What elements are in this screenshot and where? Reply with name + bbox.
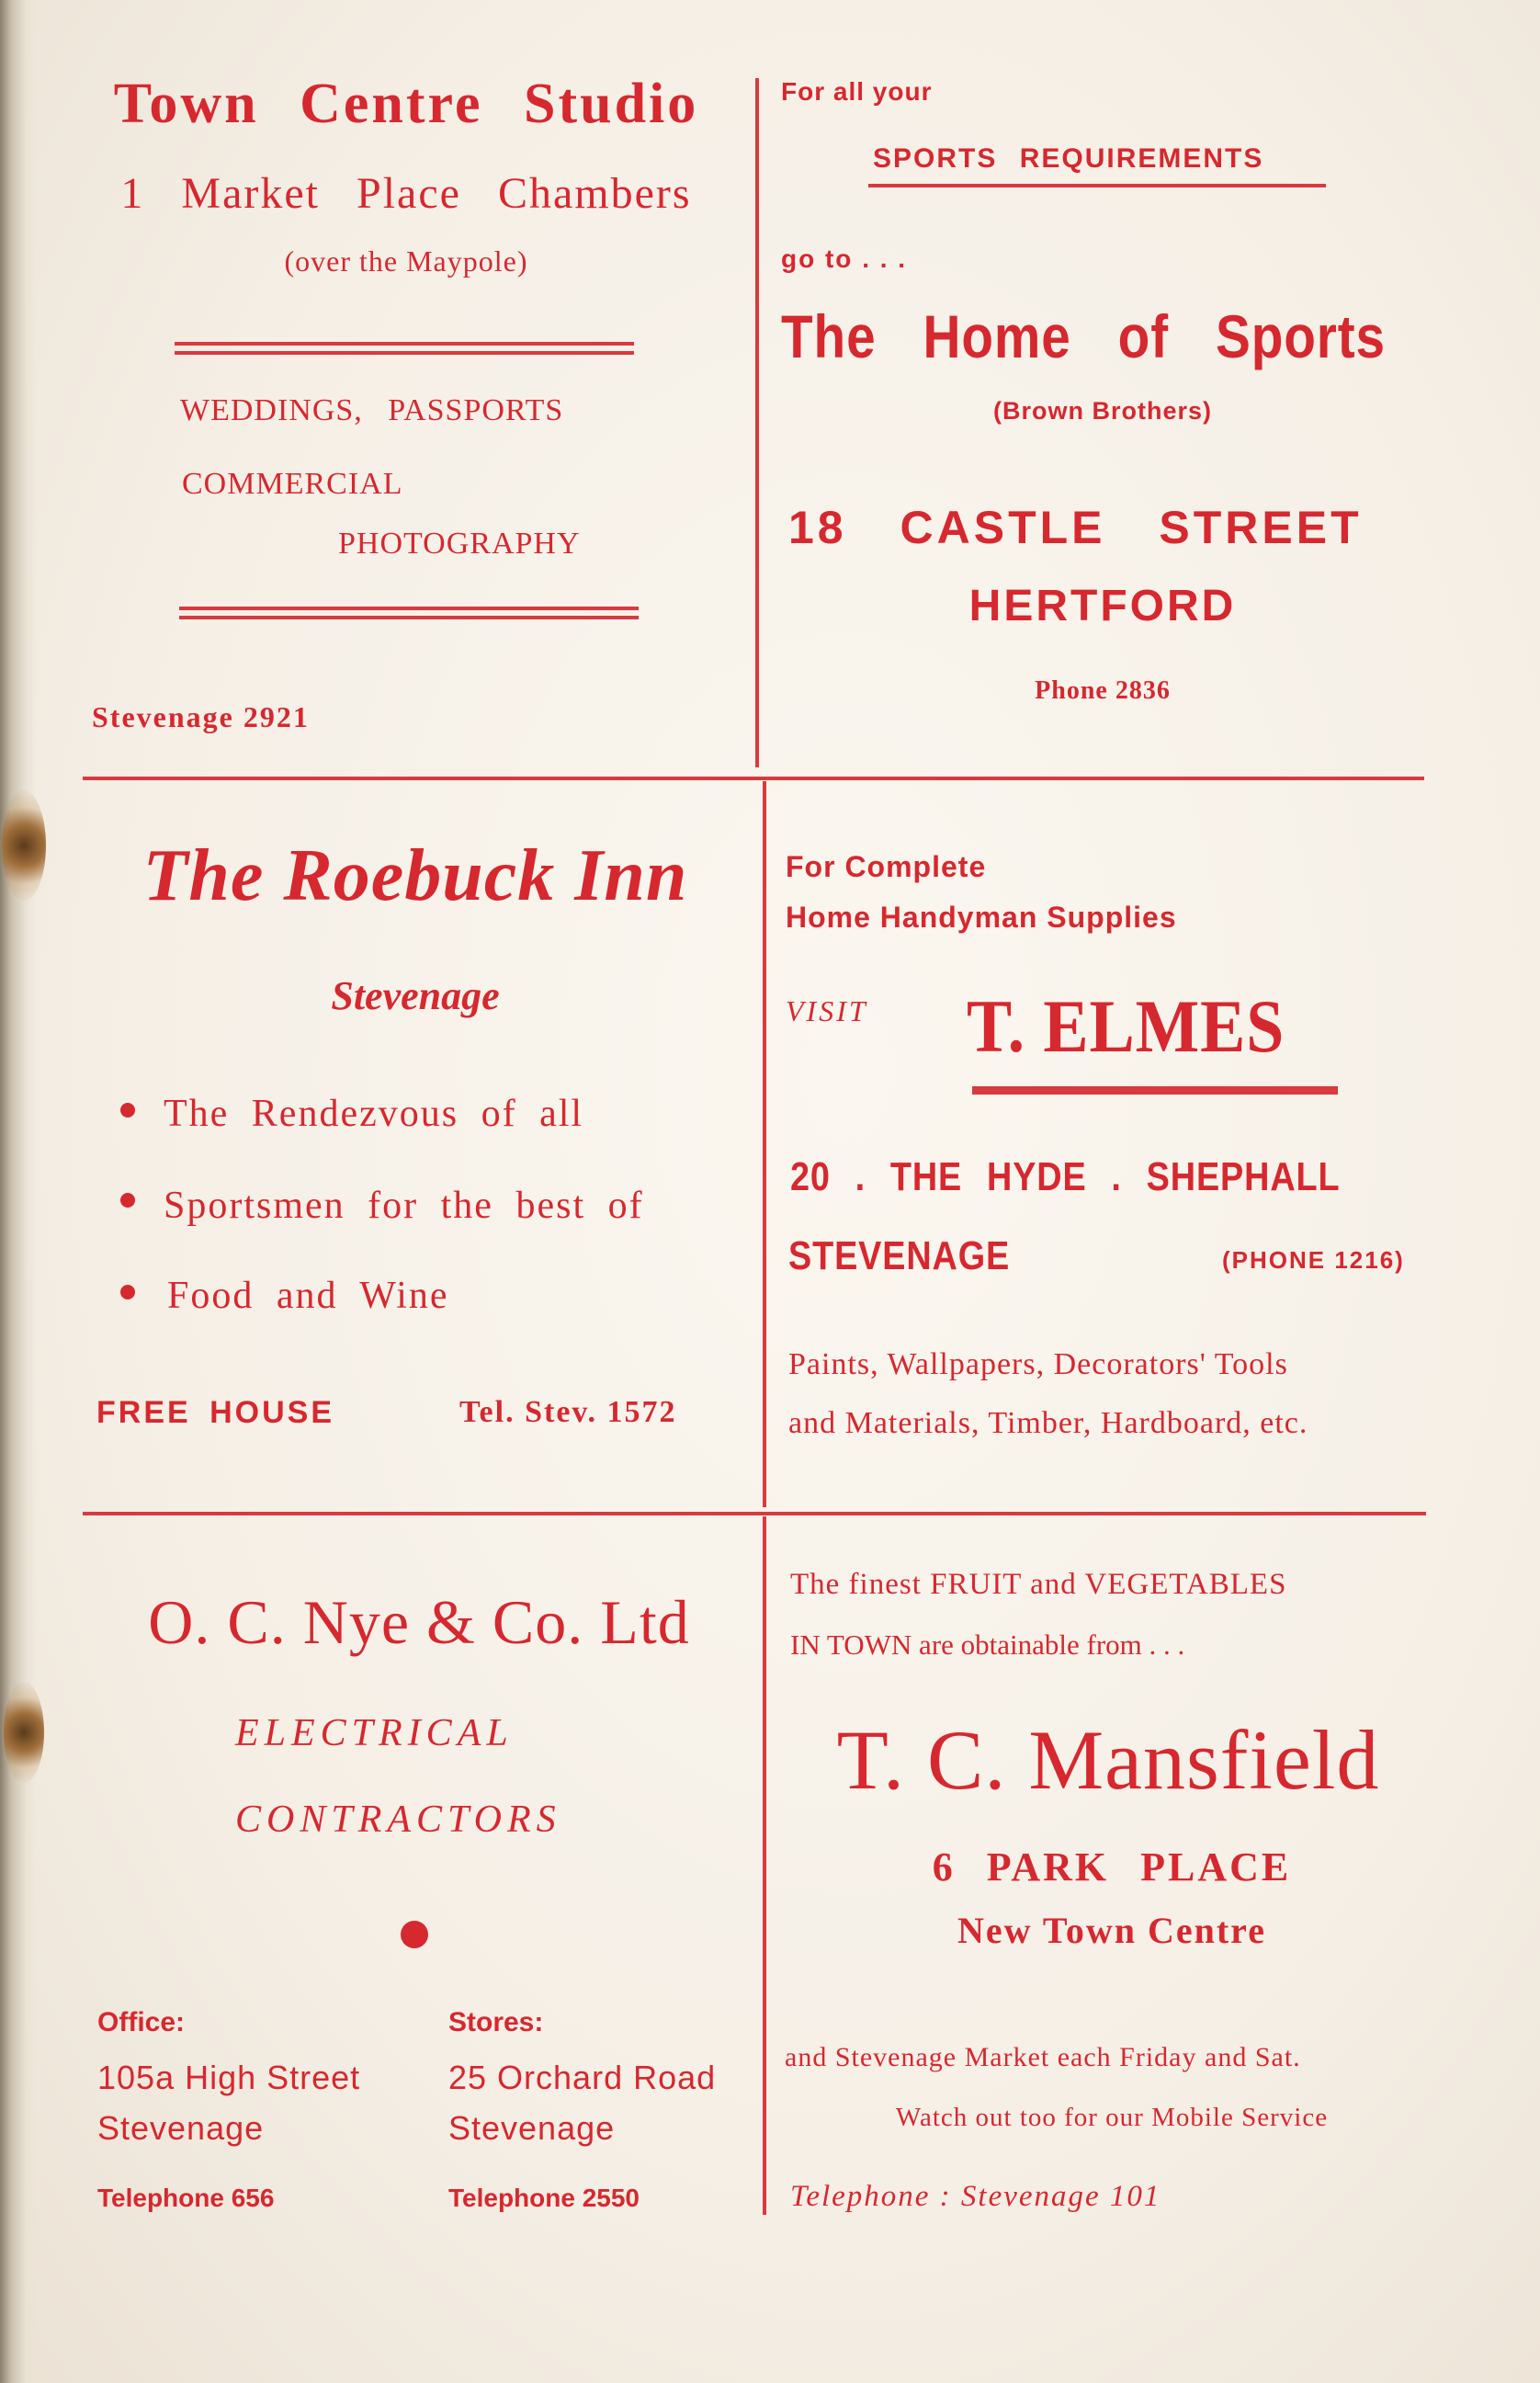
divider-horizontal-1 [83, 777, 1424, 780]
nye-stores-town: Stevenage [448, 2109, 616, 2147]
bullet-dot [120, 1193, 135, 1208]
roebuck-town: Stevenage [331, 973, 500, 1018]
elmes-goods-2: and Materials, Timber, Hardboard, etc. [788, 1406, 1308, 1440]
elmes-intro-1: For Complete [786, 850, 987, 883]
bullet-dot [120, 1103, 135, 1118]
mansfield-name: T. C. Mansfield [836, 1713, 1380, 1807]
nye-bullet-dot [401, 1921, 428, 1948]
studio-services-2: COMMERCIAL [182, 467, 403, 501]
sports-goto: go to . . . [781, 244, 908, 273]
nye-stores-label: Stores: [448, 2007, 544, 2037]
nye-office-town: Stevenage [97, 2109, 265, 2147]
roebuck-bullet-2: Sportsmen for the best of [164, 1185, 644, 1227]
roebuck-name: The Roebuck Inn [142, 835, 688, 916]
sports-heading: SPORTS REQUIREMENTS [873, 143, 1264, 174]
mansfield-phone: Telephone : Stevenage 101 [790, 2180, 1161, 2213]
studio-services-1: WEDDINGS, PASSPORTS [180, 393, 564, 427]
studio-phone: Stevenage 2921 [92, 700, 310, 733]
mansfield-line-1: The finest FRUIT and VEGETABLES [790, 1568, 1287, 1601]
page-spine [0, 0, 37, 2383]
nye-trade-1: ELECTRICAL [235, 1712, 514, 1754]
sports-street: 18 CASTLE STREET [788, 502, 1363, 553]
elmes-phone: (PHONE 1216) [1222, 1246, 1405, 1274]
studio-note: (over the Maypole) [284, 244, 528, 278]
nye-trade-2: CONTRACTORS [235, 1799, 561, 1841]
mansfield-line-2: IN TOWN are obtainable from . . . [790, 1628, 1185, 1661]
elmes-name: T. ELMES [967, 984, 1285, 1068]
elmes-address: 20 . THE HYDE . SHEPHALL [790, 1154, 1341, 1199]
sports-heading-underline [868, 184, 1326, 187]
rust-stain [2, 790, 46, 901]
elmes-intro-2: Home Handyman Supplies [786, 901, 1177, 934]
studio-address: 1 Market Place Chambers [120, 169, 692, 218]
nye-office-street: 105a High Street [97, 2059, 361, 2096]
sports-name [781, 301, 1386, 371]
sports-name-text: The Home of Sports [781, 302, 1386, 370]
nye-stores-street: 25 Orchard Road [448, 2059, 717, 2096]
sports-intro: For all your [781, 77, 933, 106]
bullet-dot [120, 1285, 135, 1299]
studio-name: Town Centre Studio [113, 73, 699, 135]
roebuck-bullet-3: Food and Wine [167, 1275, 449, 1317]
elmes-town: STEVENAGE [788, 1233, 1011, 1278]
mansfield-mobile: Watch out too for our Mobile Service [895, 2103, 1329, 2132]
nye-office-label: Office: [97, 2007, 186, 2037]
studio-double-rule [175, 342, 634, 355]
divider-vertical-bottom [763, 1516, 766, 2215]
sports-owners: (Brown Brothers) [993, 397, 1212, 425]
nye-stores-phone: Telephone 2550 [448, 2184, 640, 2212]
mansfield-market: and Stevenage Market each Friday and Sat. [785, 2042, 1301, 2072]
divider-vertical-top [755, 78, 759, 767]
elmes-name-underline [972, 1086, 1338, 1095]
divider-horizontal-2 [83, 1512, 1426, 1515]
roebuck-bullet-1: The Rendezvous of all [164, 1093, 584, 1135]
rust-stain [4, 1682, 44, 1783]
sports-town: HERTFORD [968, 582, 1237, 630]
nye-name: O. C. Nye & Co. Ltd [148, 1587, 690, 1657]
elmes-goods-1: Paints, Wallpapers, Decorators' Tools [788, 1347, 1288, 1381]
mansfield-address: 6 PARK PLACE [932, 1844, 1292, 1889]
studio-services-3: PHOTOGRAPHY [338, 527, 581, 561]
studio-double-rule [179, 607, 639, 619]
sports-phone: Phone 2836 [1035, 676, 1171, 705]
elmes-visit: VISIT [786, 994, 868, 1027]
nye-office-phone: Telephone 656 [97, 2184, 275, 2212]
roebuck-phone: Tel. Stev. 1572 [459, 1395, 677, 1429]
mansfield-area: New Town Centre [957, 1910, 1266, 1951]
roebuck-house: FREE HOUSE [96, 1395, 335, 1430]
divider-vertical-middle [763, 781, 766, 1507]
